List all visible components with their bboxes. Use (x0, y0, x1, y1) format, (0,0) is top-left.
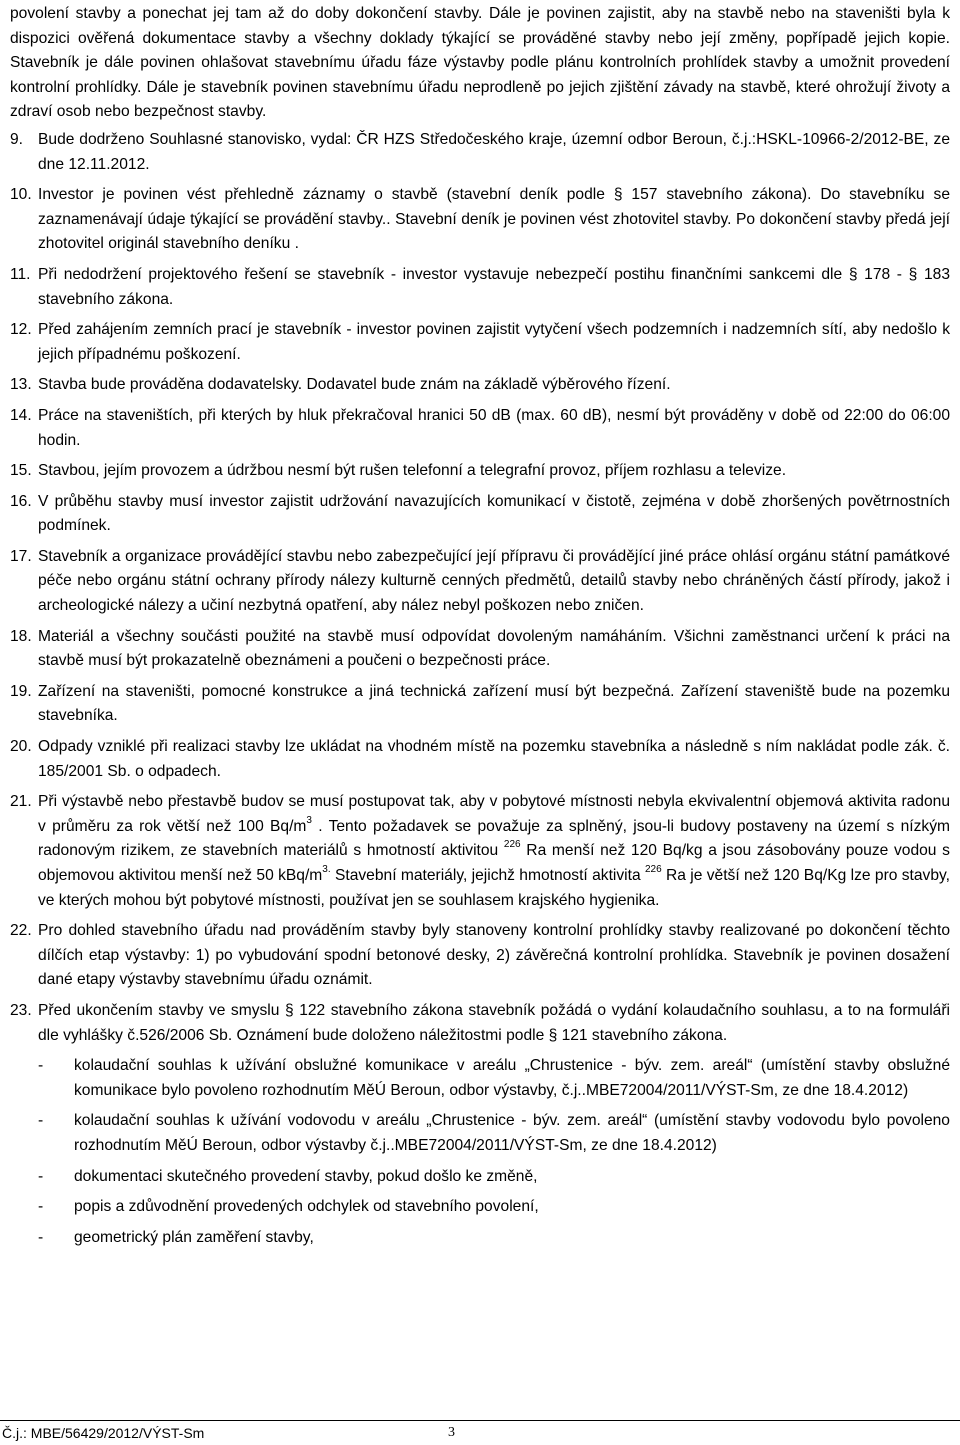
item-text: Při nedodržení projektového řešení se stavebník - investor vystavuje nebezpečí postihu finančními sankcemi dle § 178 - § 183 stavebního zákona. (38, 265, 950, 308)
item-number: 9. (10, 130, 24, 148)
list-item-text: popis a zdůvodnění provedených odchylek od stavebního povolení, (74, 1198, 539, 1216)
condition-item-9 (10, 128, 950, 177)
dash-marker: - (38, 1228, 44, 1246)
item-number: 11. (10, 265, 31, 283)
condition-item-14 (10, 404, 950, 453)
condition-item-17 (10, 545, 950, 619)
item-number: 17. (10, 547, 32, 565)
superscript: 226 (644, 864, 662, 875)
condition-item-21 (10, 790, 950, 913)
item-number: 15. (10, 462, 32, 480)
item-text: Před ukončením stavby ve smyslu § 122 stavebního zákona stavebník požádá o vydání kolaudačního souhlasu, a to na formuláři dle vyhlášky č.526/2006 Sb. Oznámení bude doloženo náležitostmi podle § 121 stavebního zákona. (38, 1001, 950, 1044)
dash-marker: - (38, 1112, 44, 1130)
item-number: 14. (10, 406, 32, 424)
superscript: 226 (503, 839, 521, 851)
list-item (38, 1165, 950, 1190)
dash-marker: - (38, 1198, 44, 1216)
page-number: 3 (448, 1425, 455, 1440)
item-text-part: Při výstavbě nebo přestavbě budov se musí postupovat tak, aby v pobytové místnosti nebyla ekvivalentní objemová aktivita radonu v průměru za rok větší než 100 Bq/m (38, 793, 950, 835)
condition-item-16 (10, 490, 950, 539)
item-text: Zařízení na staveništi, pomocné konstrukce a jiná technická zařízení musí být bezpečná. Zařízení staveniště bude na pozemku stavebníka. (38, 682, 950, 725)
item-number: 20. (10, 738, 32, 756)
condition-item-20 (10, 735, 950, 784)
superscript: 3 (306, 814, 312, 826)
item-text: V průběhu stavby musí investor zajistit udržování navazujících komunikací v čistotě, zejména v době zhoršených povětrnostních podmínek. (38, 492, 950, 535)
list-item (38, 1109, 950, 1158)
list-item-text: kolaudační souhlas k užívání obslužné komunikace v areálu „Chrustenice - býv. zem. areál“ (umístění stavby obslužné komunikace bylo povoleno rozhodnutím MěÚ Beroun, odbor výstavby, č.j..MBE72004/2011/VÝST-Sm, ze dne 18.4.2012) (74, 1057, 950, 1099)
item-number: 10. (10, 186, 32, 204)
superscript: 3. (322, 864, 331, 875)
item-text: Investor je povinen vést přehledně záznamy o stavbě (stavební deník podle § 157 stavebního zákona). Do stavebníku se zaznamenávají údaje týkající se provádění stavby.. Stavební deník je povinen vést zhotovitel stavby. Po dokončení stavby předá její zhotovitel originál stavebního deníku . (38, 186, 950, 253)
condition-item-18 (10, 625, 950, 674)
condition-item-22 (10, 919, 950, 993)
item-text-part: Stavební materiály, jejichž hmotností aktivita (330, 867, 645, 884)
required-documents-list (10, 1054, 950, 1250)
item-number: 21. (10, 793, 32, 811)
item-text: Práce na staveništích, při kterých by hluk překračoval hranici 50 dB (max. 60 dB), nesmí být prováděny v době od 22:00 do 06:00 hodin. (38, 406, 950, 449)
item-text: Odpady vzniklé při realizaci stavby lze ukládat na vhodném místě na pozemku stavebníka a následně s ním nakládat podle zák. č. 185/2001 Sb. o odpadech. (38, 738, 950, 780)
dash-marker: - (38, 1167, 44, 1185)
item-number: 16. (10, 492, 32, 510)
intro-paragraph: povolení stavby a ponechat jej tam až do doby dokončení stavby. Dále je povinen zajistit, aby na stavbě nebo na staveništi byla k dispozici ověřená dokumentace stavby a všechny doklady týkající se prováděné stavby nebo její změny, popřípadě jejich kopie. Stavebník je dále povinen ohlašovat stavebnímu úřadu fáze výstavby podle plánu kontrolních prohlídek stavby a umožnit provedení kontrolní prohlídky. Dále je stavebník povinen stavebnímu úřadu neprodleně po jejich zjištění závady na stavbě, které ohrožují životy a zdraví osob nebo bezpečnost stavby. (10, 5, 950, 121)
item-number: 13. (10, 376, 32, 394)
condition-item-13 (10, 373, 950, 398)
list-item (38, 1195, 950, 1220)
list-item-text: dokumentaci skutečného provedení stavby, pokud došlo ke změně, (74, 1167, 538, 1185)
list-item-text: kolaudační souhlas k užívání vodovodu v areálu „Chrustenice - býv. zem. areál“ (umístění stavby vodovodu bylo povoleno rozhodnutím MěÚ Beroun, odbor výstavby č.j..MBE72004/2011/VÝST-Sm, ze dne 18.4.2012) (74, 1112, 950, 1154)
page-footer (0, 1420, 960, 1445)
document-page (0, 2, 960, 1250)
item-number: 22. (10, 922, 32, 940)
dash-marker: - (38, 1057, 44, 1075)
item-text: Materiál a všechny součásti použité na stavbě musí odpovídat dovoleným namáháním. Všichni zaměstnanci určení k práci na stavbě musí být prokazatelně obeznámeni a poučeni o bezpečnosti práce. (38, 627, 950, 670)
item-text: Stavba bude prováděna dodavatelsky. Dodavatel bude znám na základě výběrového řízení. (38, 376, 671, 394)
item-text: Před zahájením zemních prací je stavebník - investor povinen zajistit vytyčení všech podzemních i nadzemních sítí, aby nedošlo k jejich případnému poškození. (38, 321, 950, 363)
condition-item-23 (10, 999, 950, 1048)
item-text-part: Ra menší než 120 Bq/kg a jsou zásobovány pouze vodou s objemovou aktivitou menší než 50 kBq/m (38, 842, 950, 884)
item-number: 12. (10, 321, 32, 339)
list-item (38, 1226, 950, 1251)
condition-item-11 (10, 263, 950, 312)
item-number: 23. (10, 1001, 32, 1019)
item-text: Pro dohled stavebního úřadu nad prováděním stavby byly stanoveny kontrolní prohlídky stavby realizované po dokončení těchto dílčích etap výstavby: 1) po vybudování spodní betonové desky, 2) závěrečná kontrolní prohlídka. Stavebník je povinen dosažení dané etapy výstavby stavebnímu úřadu oznámit. (38, 922, 950, 989)
condition-item-15 (10, 459, 950, 484)
item-text: Bude dodrženo Souhlasné stanovisko, vydal: ČR HZS Středočeského kraje, územní odbor Beroun, č.j.:HSKL-10966-2/2012-BE, ze dne 12.11.2012. (38, 130, 950, 173)
item-number: 19. (10, 682, 32, 700)
condition-item-19 (10, 680, 950, 729)
file-reference: Č.j.: MBE/56429/2012/VÝST-Sm (2, 1425, 205, 1441)
condition-item-12 (10, 318, 950, 367)
item-text-part: . Tento požadavek se považuje za splněný, jsou-li budovy postaveny na území s nízkým radonovým rizikem, ze stavebních materiálů s hmotností aktivitou (38, 817, 950, 860)
item-text-part: Ra je větší než 120 Bq/Kg lze pro stavby, ve kterých mohou být pobytové místnosti, používat jen se souhlasem krajského hygienika. (38, 867, 951, 909)
item-number: 18. (10, 627, 32, 645)
item-text: Stavbou, jejím provozem a údržbou nesmí být rušen telefonní a telegrafní provoz, příjem rozhlasu a televize. (38, 462, 787, 480)
item-text: Stavebník a organizace provádějící stavbu nebo zabezpečující její přípravu či provádějící jiné práce ohlásí orgánu státní památkové péče nebo orgánu státní ochrany přírody nálezy kulturně cenných předmětů, detailů stavby nebo chráněných částí přírody, jakož i archeologické nálezy a učiní nezbytná opatření, aby nález nebyl poškozen nebo zničen. (38, 547, 950, 615)
list-item-text: geometrický plán zaměření stavby, (74, 1228, 314, 1246)
condition-item-10 (10, 183, 950, 257)
list-item (38, 1054, 950, 1103)
